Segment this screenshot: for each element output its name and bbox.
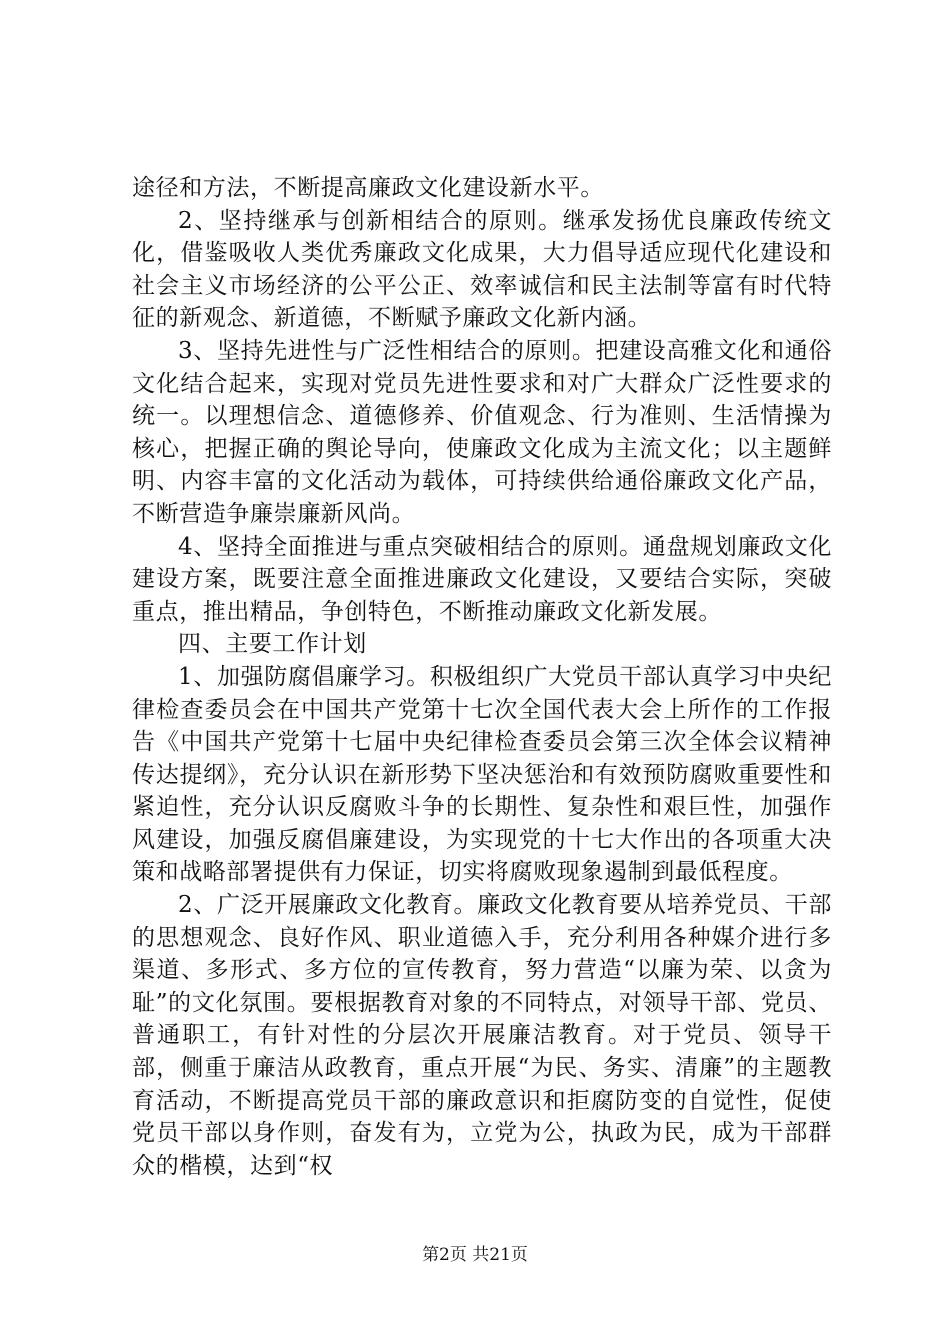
paragraph-principle-3: 3、坚持先进性与广泛性相结合的原则。把建设高雅文化和通俗文化结合起来，实现对党员先进性要求和对广大群众广泛性要求的统一。以理想信念、道德修养、价值观念、行为准则、生活情操为核心，把握正确的舆论导向，使廉政文化成为主流文化；以主题鲜明、内容丰富的文化活动为载体，可持续供给通俗廉政文化产品，不断营造争廉崇廉新风尚。 (132, 337, 832, 527)
paragraph-plan-2: 2、广泛开展廉政文化教育。廉政文化教育要从培养党员、干部的思想观念、良好作风、职业道德入手，充分利用各种媒介进行多渠道、多形式、多方位的宣传教育，努力营造“以廉为荣、以贪为耻”的文化氛围。要根据教育对象的不同特点，对领导干部、党员、普通职工，有针对性的分层次开展廉洁教育。对于党员、领导干部，侧重于廉洁从政教育，重点开展“为民、务实、清廉”的主题教育活动，不断提高党员干部的廉政意识和拒腐防变的自觉性，促使党员干部以身作则，奋发有为，立党为公，执政为民，成为干部群众的楷模，达到“权 (132, 892, 832, 1179)
page-footer: 第2页 共21页 (422, 1245, 528, 1265)
document-body (132, 172, 832, 1182)
section-heading: 四、主要工作计划 (178, 631, 367, 658)
paragraph-continuation: 途径和方法，不断提高廉政文化建设新水平。 (132, 175, 604, 201)
paragraph-principle-2: 2、坚持继承与创新相结合的原则。继承发扬优良廉政传统文化，借鉴吸收人类优秀廉政文化成果，大力倡导适应现代化建设和社会主义市场经济的公平公正、效率诚信和民主法制等富有时代特征的新观念、新道德，不断赋予廉政文化新内涵。 (132, 207, 832, 332)
paragraph-plan-1: 1、加强防腐倡廉学习。积极组织广大党员干部认真学习中央纪律检查委员会在中国共产党第十七次全国代表大会上所作的工作报告《中国共产党第十七届中央纪律检查委员会第三次全体会议精神传达提纲》，充分认识在新形势下坚决惩治和有效预防腐败重要性和紧迫性，充分认识反腐败斗争的长期性、复杂性和艰巨性，加强作风建设，加强反腐倡廉建设，为实现党的十七大作出的各项重大决策和战略部署提供有力保证，切实将腐败现象遏制到最低程度。 (132, 663, 832, 886)
paragraph-principle-4: 4、坚持全面推进与重点突破相结合的原则。通盘规划廉政文化建设方案，既要注意全面推进廉政文化建设，又要结合实际，突破重点，推出精品，争创特色，不断推动廉政文化新发展。 (132, 533, 832, 625)
